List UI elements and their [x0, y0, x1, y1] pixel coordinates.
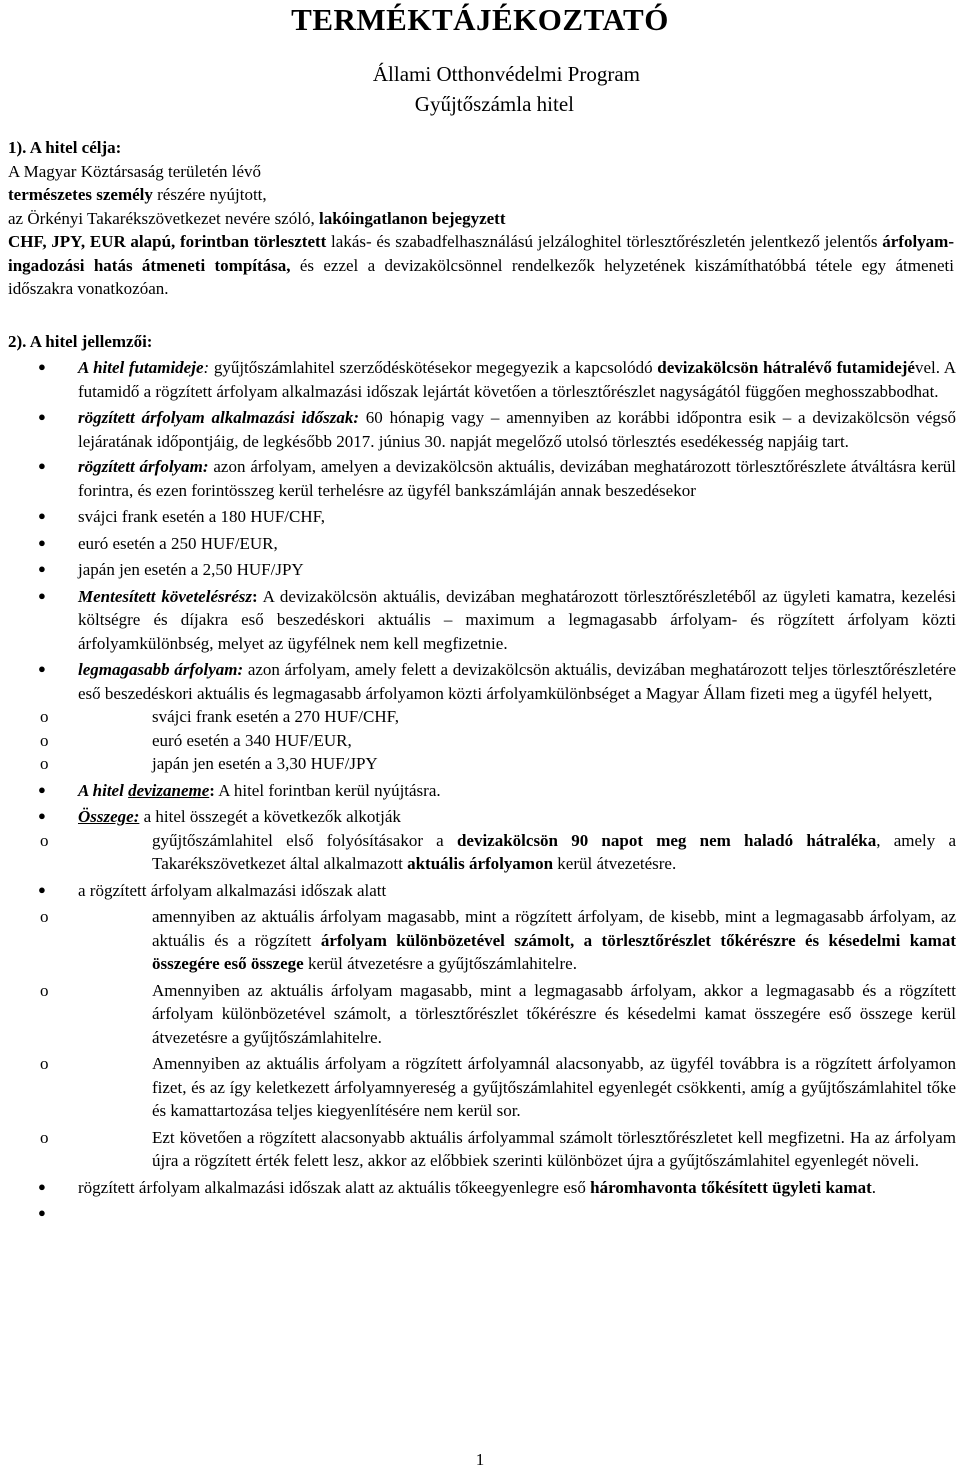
purpose-text: részére nyújtott,	[152, 185, 267, 204]
page-title	[0, 2, 960, 38]
item-bold: devizakölcsön 90 napot meg nem haladó hátraléka	[456, 830, 877, 850]
program-name: Állami Otthonvédelmi Program	[372, 62, 640, 86]
item-text: vel. A futamidő a rögzített árfolyam alkalmazási időszak lejártát követően a törlesztőrészlet nagyságától függően meghosszabbodhat.	[78, 358, 956, 401]
section-purpose	[8, 136, 954, 301]
sublist-item	[0, 829, 956, 876]
item-text: svájci frank esetén a 270 HUF/CHF,	[152, 707, 399, 726]
item-text: amennyiben az aktuális árfolyam magasabb, mint a rögzített árfolyam, de kisebb, mint a legmagasabb árfolyam, az aktuális és a rögzített	[152, 907, 956, 950]
item-text: euró esetén a 340 HUF/EUR,	[152, 730, 352, 750]
item-colon: :	[203, 358, 210, 377]
item-bold: devizakölcsön hátralévő futamidejé	[657, 358, 915, 377]
item-label: rögzített árfolyam:	[78, 457, 209, 476]
item-text: gyűjtőszámlahitel szerződéskötésekor megegyezik a kapcsolódó	[209, 358, 658, 377]
purpose-text: az Örkényi Takarékszövetkezet nevére szóló,	[8, 208, 319, 228]
sublist-item	[0, 1126, 956, 1173]
item-text: a hitel összegét a következők alkotják	[139, 807, 401, 826]
section2-heading: 2). A hitel jellemzői:	[8, 332, 153, 351]
sublist-item	[0, 979, 956, 1050]
item-colon: :	[209, 780, 215, 800]
item-text: Amennyiben az aktuális árfolyam a rögzített árfolyamnál alacsonyabb, az ügyfél továbbra is a rögzített árfolyamon fizet, és az így keletkezett árfolyamnyereség a gyűjtőszámlahitel egyenlegét csökkenti, amíg a gyűjtőszámlahitel tőke és kamattartozása teljes kiegyenlítésére nem kerül sor.	[152, 1054, 956, 1120]
item-text: A devizakölcsön aktuális, devizában meghatározott törlesztőrészletéből az ügyleti kamatra, kezelési költségre és díjakra eső beszedéskori aktuális – maximum a legmagasabb árfolyam- és rögzített árfolyam közti árfolyamkülönbség, melyet az ügyfélnek nem kell megfizetnie.	[78, 586, 956, 653]
item-text: gyűjtőszámlahitel első folyósításakor a	[152, 830, 457, 850]
features-list	[0, 356, 956, 1226]
item-label: Mentesített követelésrész	[78, 586, 252, 606]
item-label: legmagasabb árfolyam:	[78, 660, 244, 679]
item-bold: háromhavonta tőkésített ügyleti kamat	[590, 1177, 872, 1197]
item-text: 60 hónapig vagy – amennyiben az korábbi időpontra esik – a devizakölcsön végső lejáratának időpontjáig, de legkésőbb 2017. június 30. napját megelőző utolsó törlesztés esedékesség napjáig tart.	[78, 408, 956, 451]
item-label: rögzített árfolyam alkalmazási időszak:	[78, 408, 360, 427]
sublist-item	[0, 1052, 956, 1123]
section1-heading: 1). A hitel célja:	[8, 138, 122, 157]
item-text: Amennyiben az aktuális árfolyam magasabb, mint a legmagasabb árfolyam, akkor a legmagasabb és a rögzített árfolyam különbözetével számolt, a törlesztőrészlet tőkérészre és késedelmi kamat összegére eső összege kerül átvezetésre a gyűjtőszámlahitelre.	[152, 980, 956, 1047]
list-item	[0, 779, 956, 803]
sublist-item	[0, 705, 956, 729]
item-text: Ezt követően a rögzített alacsonyabb aktuális árfolyammal számolt törlesztőrészletet kell megfizetni. Ha az árfolyam újra a rögzített érték felett lesz, akkor az előbbiek szerinti különbözet újra a gyűjtőszámlahitel egyenlegét növeli.	[152, 1127, 956, 1170]
item-colon: :	[252, 586, 258, 606]
purpose-line-3	[8, 207, 954, 231]
list-item	[0, 879, 956, 1173]
item-text: kerül átvezetésre.	[553, 854, 677, 873]
list-item	[0, 505, 956, 529]
item-label: A hitel	[78, 780, 129, 800]
sublist	[0, 829, 956, 876]
list-item	[0, 356, 956, 403]
purpose-line-1: A Magyar Köztársaság területén lévő	[8, 161, 262, 181]
item-text: japán jen esetén a 2,50 HUF/JPY	[78, 560, 304, 579]
item-text: A hitel forintban kerül nyújtásra.	[214, 780, 441, 800]
item-bold: aktuális árfolyamon	[407, 854, 554, 873]
title-text: TERMÉKTÁJÉKOZTATÓ	[291, 2, 669, 37]
purpose-paragraph	[8, 230, 954, 301]
list-item	[0, 805, 956, 876]
item-text: azon árfolyam, amely felett a devizakölcsön aktuális, devizában meghatározott teljes törlesztőrészletére eső beszedéskori aktuális és legmagasabb árfolyamon közti árfolyamkülönbséget a Magyar Állam fizeti meg a ügyfél helyett,	[78, 660, 956, 703]
item-bold: árfolyam különbözetével számolt, a törlesztőrészlet tőkérészre és késedelmi kamat összegére eső összege	[152, 930, 956, 973]
list-item	[0, 1176, 956, 1200]
purpose-bold: CHF, JPY, EUR alapú, forintban törlesztett	[8, 232, 327, 251]
item-text: kerül átvezetésre a gyűjtőszámlahitelre.	[303, 954, 577, 973]
item-text: japán jen esetén a 3,30 HUF/JPY	[152, 754, 378, 773]
sublist-item	[0, 752, 956, 776]
purpose-bold: árfolyam-ingadozási hatás átmeneti tompítása,	[8, 232, 954, 275]
sublist	[0, 905, 956, 1173]
list-item	[0, 558, 956, 582]
sublist-item	[0, 905, 956, 976]
page-number: 1	[475, 1450, 485, 1469]
item-text: .	[871, 1177, 876, 1197]
item-text: rögzített árfolyam alkalmazási időszak alatt az aktuális tőkeegyenlegre eső	[78, 1177, 591, 1197]
item-text: , amely a Takarékszövetkezet által alkalmazott	[152, 830, 956, 873]
list-item	[0, 532, 956, 556]
item-text: azon árfolyam, amelyen a devizakölcsön aktuális, devizában meghatározott törlesztőrészlete átváltásra kerül forintra, és ezen forintösszeg kerül terhelésre az ügyfél bankszámláján annak beszedésekor	[78, 457, 956, 500]
list-item-empty	[0, 1202, 956, 1226]
sublist-item	[0, 729, 956, 753]
item-text: svájci frank esetén a 180 HUF/CHF,	[78, 507, 325, 526]
sublist	[0, 705, 956, 776]
item-label: Összege:	[78, 807, 140, 826]
list-item	[0, 585, 956, 656]
product-name: Gyűjtőszámla hitel	[414, 92, 574, 116]
item-label: A hitel futamideje	[78, 358, 204, 377]
item-text: a rögzített árfolyam alkalmazási időszak alatt	[78, 880, 387, 900]
list-item	[0, 658, 956, 776]
purpose-text: lakás- és szabadfelhasználású jelzáloghitel törlesztőrészletén jelentkező jelentős	[326, 232, 883, 251]
item-label: devizaneme	[128, 780, 210, 800]
purpose-text: és ezzel a devizakölcsönnel rendelkezők helyzetének kiszámíthatóbbá tétele egy átmeneti időszakra vonatkozóan.	[8, 255, 955, 298]
purpose-bold: természetes személy	[8, 185, 153, 204]
purpose-bold: lakóingatlanon bejegyzett	[318, 208, 506, 228]
list-item	[0, 406, 956, 453]
list-item	[0, 455, 956, 502]
purpose-line-2	[8, 183, 954, 207]
item-text: euró esetén a 250 HUF/EUR,	[78, 533, 278, 553]
